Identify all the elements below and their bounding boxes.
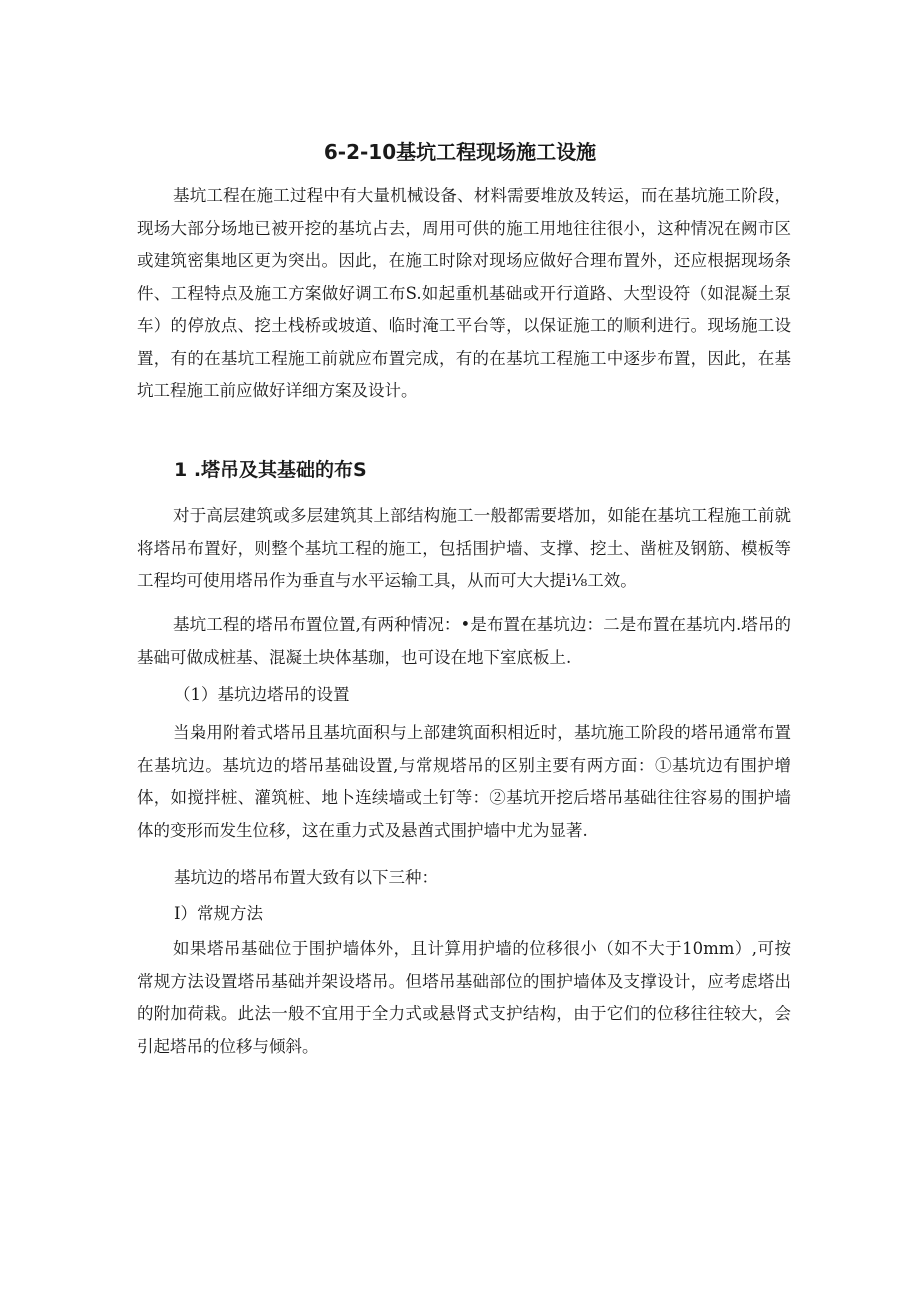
paragraph-pit-edge-crane: 当枭用附着式塔吊且基坑面积与上部建筑面积相近时，基坑施工阶段的塔吊通常布置在基坑边。基坑边的塔吊基础设置,与常规塔吊的区别主要有两方面：①基坑边有围护增体，如搅拌桩、灌筑桩、地卜连续墙或土钉等：②基坑开挖后塔吊基础往往容易的围护墙体的变形而发生位移，这在重力式及悬酋式围护墙中尤为显著. bbox=[137, 723, 791, 840]
paragraph-conventional-method: 如果塔吊基础位于围护墙体外，且计算用护墙的位移很小（如不大于10mm）,可按常规方法设置塔吊基础并架设塔吊。但塔吊基础部位的围护墙体及支撑设计，应考虑塔出的附加荷栽。此法一般不宜用于全力式或悬肾式支护结构，由于它们的位移往往较大，会引起塔吊的位移与倾斜。 bbox=[137, 939, 791, 1056]
paragraph-tower-crane-overview: 对于高层建筑或多层建筑其上部结构施工一般都需要塔加，如能在基坑工程施工前就将塔吊布置好，则整个基坑工程的施工，包括围护墙、支撑、挖土、凿桩及钢筋、模板等工程均可使用塔吊作为垂直与水平运输工具，从而可大大提i⅛工效。 bbox=[137, 506, 791, 590]
document-title: 6-2-10基坑工程现场施工设施 bbox=[323, 140, 597, 164]
section-heading: 1 .塔吊及其基础的布S bbox=[174, 459, 367, 481]
paragraph-three-methods: 基坑边的塔吊布置大致有以下三种： bbox=[174, 868, 438, 887]
intro-paragraph: 基坑工程在施工过程中有大量机械设备、材料需要堆放及转运，而在基坑施工阶段，现场大部分场地已被开挖的基坑占去，周用可供的施工用地往往很小，这种情况在阙市区或建筑密集地区更为突出。因此，在施工时除对现场应做好合理布置外，还应根据现场条件、工程特点及施工方案做好调工布S.如起重机基础或开行道路、大型设符（如混凝土泵车）的停放点、挖土栈桥或坡道、临时淹工平台等，以保证施工的顺利进行。现场施工设置，有的在基坑工程施工前就应布置完成，有的在基坑工程施工中逐步布置，因此，在基坑工程施工前应做好详细方案及设计。 bbox=[137, 186, 791, 400]
paragraph-crane-positions: 基坑工程的塔吊布置位置,有两种情况：•是布置在基坑边：二是布置在基坑内.塔吊的基础可做成桩基、混凝土块体基珈，也可设在地下室底板上. bbox=[137, 615, 791, 667]
subheading-conventional-method: I）常规方法 bbox=[174, 904, 264, 923]
subheading-pit-edge-crane: （1）基坑边塔吊的设置 bbox=[174, 685, 350, 704]
